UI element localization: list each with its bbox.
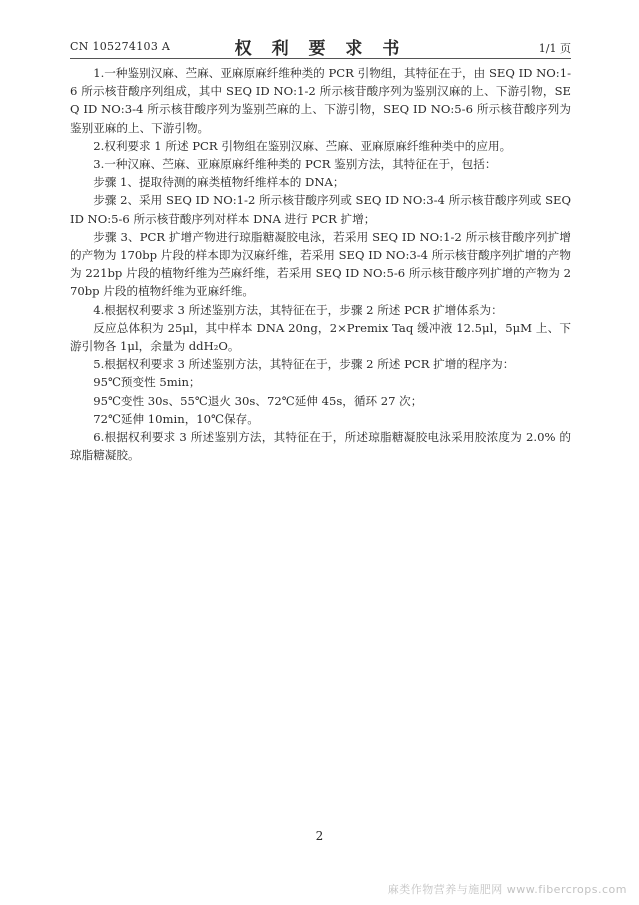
claim-5-step-a: 95℃预变性 5min； <box>93 375 201 390</box>
claim-3-step-1: 步骤 1、提取待测的麻类植物纤维样本的 DNA； <box>93 175 345 190</box>
page-count: 1/1 页 <box>538 42 571 55</box>
claim-3-step-2: 步骤 2、采用 SEQ ID NO:1-2 所示核苷酸序列或 SEQ ID NO:3-4 所示核苷酸序列或 SEQ ID NO:5-6 所示核苷酸序列对样本 DNA 进行 PCR 扩增； <box>70 193 571 226</box>
claims-body <box>70 64 571 464</box>
claim-5-step-b: 95℃变性 30s、55℃退火 30s、72℃延伸 45s，循环 27 次； <box>93 393 423 408</box>
claim-2: 2.权利要求 1 所述 PCR 引物组在鉴别汉麻、苎麻、亚麻原麻纤维种类中的应用。 <box>93 138 512 153</box>
page-title: 权 利 要 求 书 <box>234 39 407 59</box>
claim-3: 3.一种汉麻、苎麻、亚麻原麻纤维种类的 PCR 鉴别方法，其特征在于，包括： <box>93 157 497 172</box>
claim-5-step-c: 72℃延伸 10min，10℃保存。 <box>93 411 259 426</box>
claim-3-step-3: 步骤 3、PCR 扩增产物进行琼脂糖凝胶电泳，若采用 SEQ ID NO:1-2 所示核苷酸序列扩增的产物为 170bp 片段的样本即为汉麻纤维，若采用 SEQ ID NO:3-4 所示核苷酸序列扩增的产物为 221bp 片段的植物纤维为苎麻纤维，若采用 SEQ ID NO:5-6 所示核苷酸序列扩增的产物为 270bp 片段的植物纤维为亚麻纤维。 <box>70 229 571 299</box>
claim-1: 1.一种鉴别汉麻、苎麻、亚麻原麻纤维种类的 PCR 引物组，其特征在于，由 SEQ ID NO:1-6 所示核苷酸序列组成，其中 SEQ ID NO:1-2 所示核苷酸序列为鉴别汉麻的上、下游引物，SEQ ID NO:3-4 所示核苷酸序列为鉴别苎麻的上、下游引物，SEQ ID NO:5-6 所示核苷酸序列为鉴别亚麻的上、下游引物。 <box>70 66 571 135</box>
page-header <box>70 34 571 59</box>
claim-6: 6.根据权利要求 3 所述鉴别方法，其特征在于，所述琼脂糖凝胶电泳采用胶浓度为 2.0% 的琼脂糖凝胶。 <box>70 430 571 463</box>
watermark: 麻类作物营养与施肥网 www.fibercrops.com <box>387 883 627 896</box>
claim-4-detail: 反应总体积为 25μl，其中样本 DNA 20ng，2×Premix Taq 缓冲液 12.5μl，5μM 上、下游引物各 1μl，余量为 ddH₂O。 <box>70 320 571 354</box>
claim-4: 4.根据权利要求 3 所述鉴别方法，其特征在于，步骤 2 所述 PCR 扩增体系为： <box>93 302 503 317</box>
claim-5: 5.根据权利要求 3 所述鉴别方法，其特征在于，步骤 2 所述 PCR 扩增的程序为： <box>93 357 515 372</box>
document-number: CN 105274103 A <box>70 40 171 53</box>
page-number: 2 <box>315 829 324 843</box>
